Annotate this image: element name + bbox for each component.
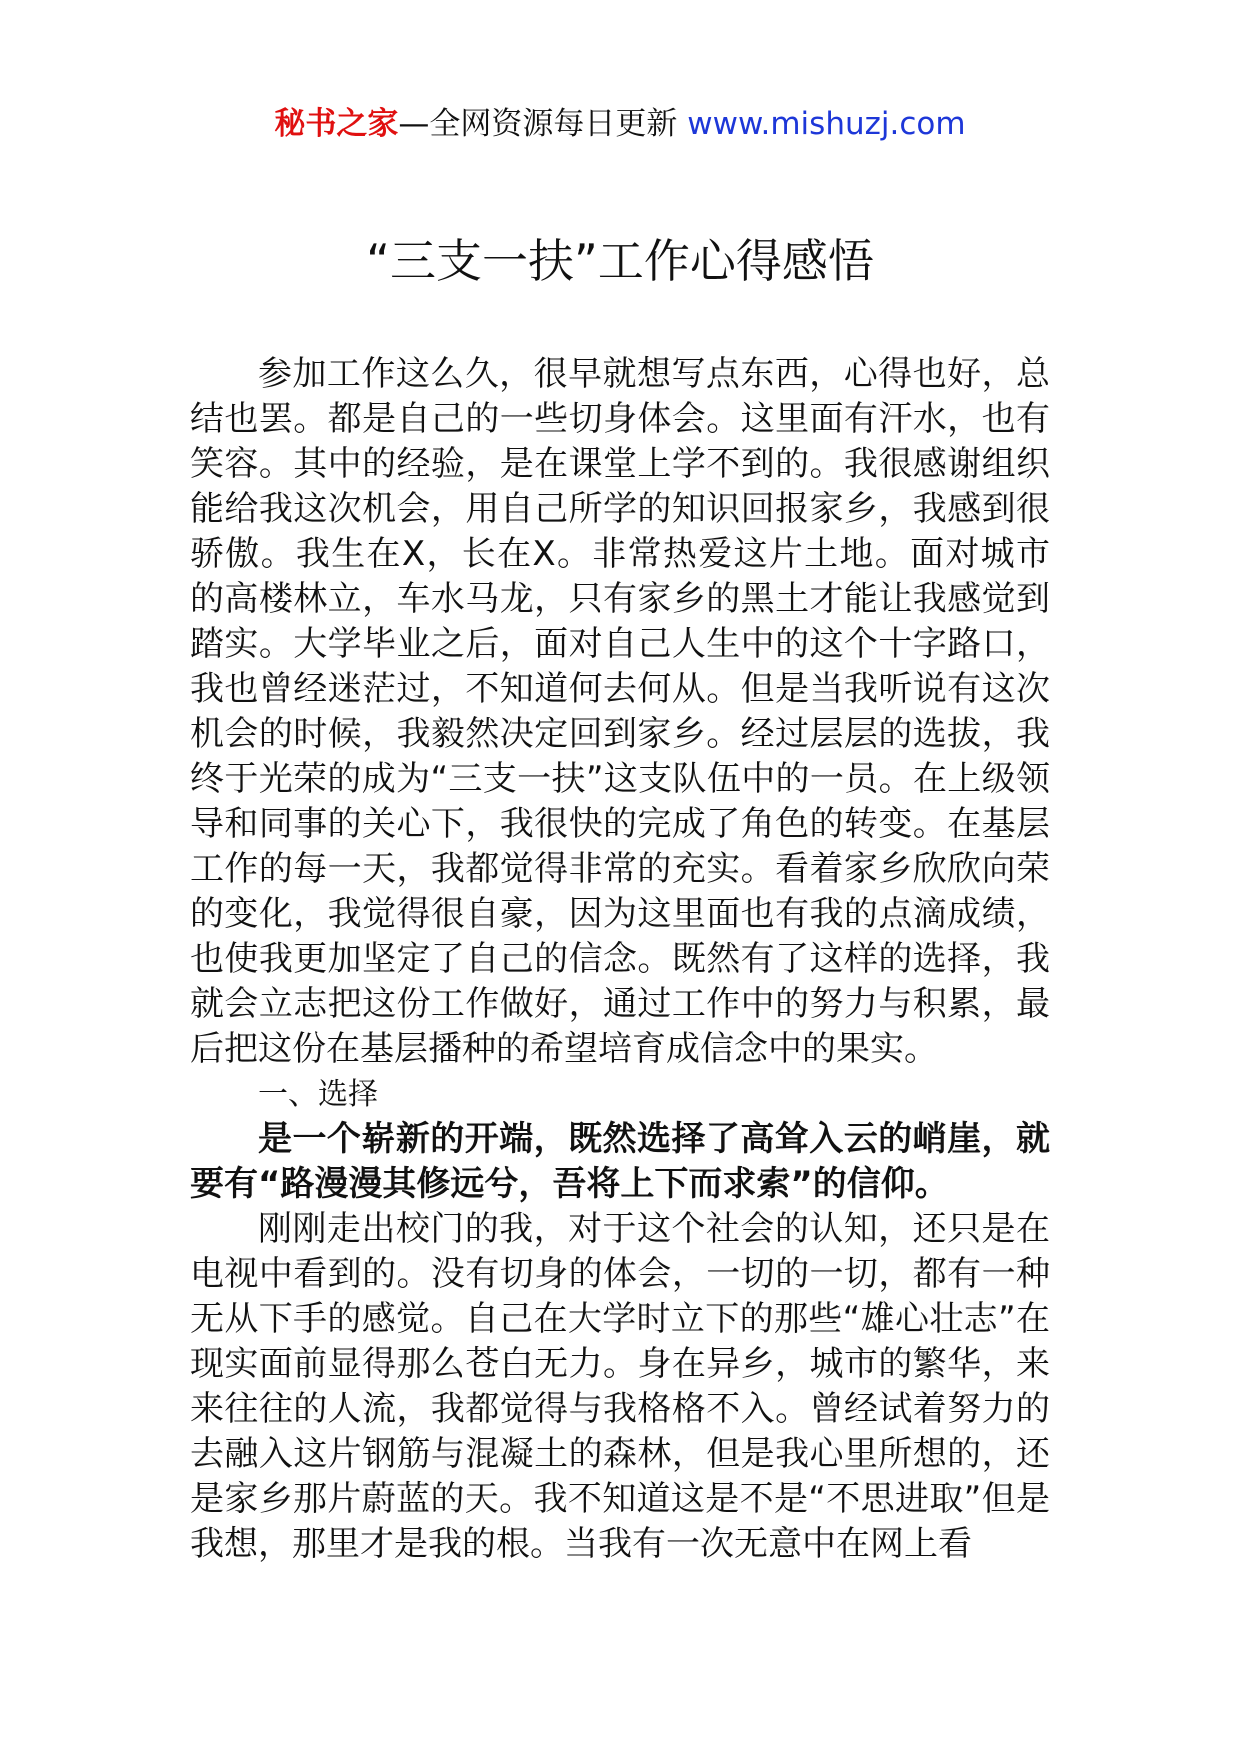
document-title: “三支一扶”工作心得感悟 bbox=[366, 234, 874, 288]
paragraph-body: 刚刚走出校门的我，对于这个社会的认知，还只是在电视中看到的。没有切身的体会，一切的一切，都有一种无从下手的感觉。自己在大学时立下的那些“雄心壮志”在现实面前显得那么苍白无力。身在异乡，城市的繁华，来来往往的人流，我都觉得与我格格不入。曾经试着努力的去融入这片钢筋与混凝土的森林，但是我心里所想的，还是家乡那片蔚蓝的天。我不知道这是不是“不思进取”但是我想，那里才是我的根。当我有一次无意中在网上看 bbox=[190, 1209, 1050, 1564]
header-slogan: —全网资源每日更新 bbox=[398, 106, 688, 142]
paragraph-bold-lead: 是一个崭新的开端，既然选择了高耸入云的峭崖，就要有“路漫漫其修远兮，吾将上下而求索”的信仰。 bbox=[190, 1119, 1050, 1204]
brand-name: 秘书之家 bbox=[274, 106, 399, 142]
paragraph-intro: 参加工作这么久，很早就想写点东西，心得也好，总结也罢。都是自己的一些切身体会。这里面有汗水，也有笑容。其中的经验，是在课堂上学不到的。我很感谢组织能给我这次机会，用自己所学的知识回报家乡，我感到很骄傲。我生在X，长在X。非常热爱这片土地。面对城市的高楼林立，车水马龙，只有家乡的黑土才能让我感觉到踏实。大学毕业之后，面对自己人生中的这个十字路口，我也曾经迷茫过，不知道何去何从。但是当我听说有这次机会的时候，我毅然决定回到家乡。经过层层的选拔，我终于光荣的成为“三支一扶”这支队伍中的一员。在上级领导和同事的关心下，我很快的完成了角色的转变。在基层工作的每一天，我都觉得非常的充实。看着家乡欣欣向荣的变化，我觉得很自豪，因为这里面也有我的点滴成绩，也使我更加坚定了自己的信念。既然有了这样的选择，我就会立志把这份工作做好，通过工作中的努力与积累，最后把这份在基层播种的希望培育成信念中的果实。 bbox=[190, 354, 1050, 1069]
website-link[interactable]: www.mishuzj.com bbox=[687, 106, 966, 142]
section-heading: 一、选择 bbox=[258, 1077, 378, 1112]
document-body bbox=[190, 352, 1050, 1567]
page-header bbox=[0, 98, 1240, 150]
